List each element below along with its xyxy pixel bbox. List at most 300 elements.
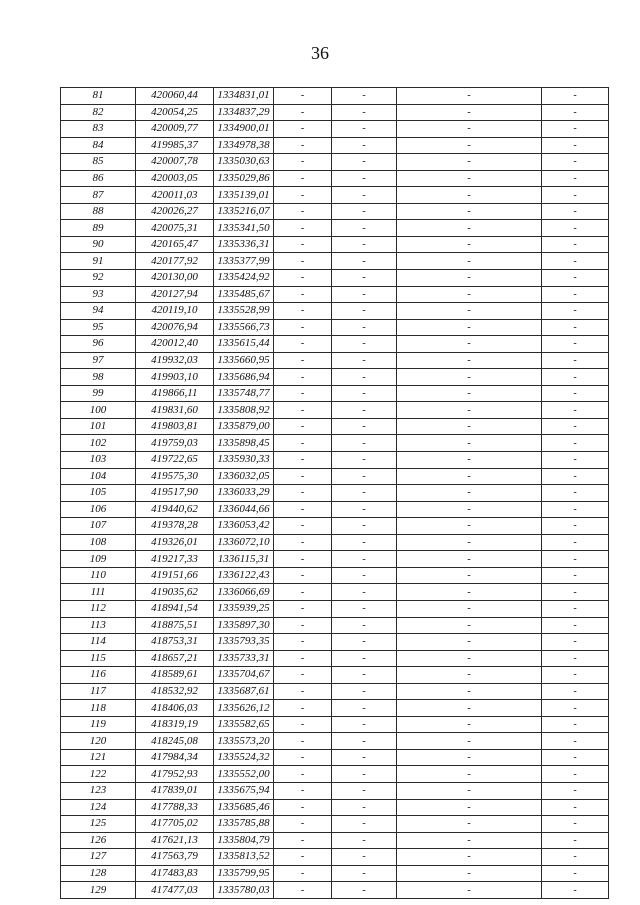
y-coordinate-cell: 1335615,44 (214, 336, 274, 353)
column-6-cell: - (397, 749, 542, 766)
point-number-cell: 104 (61, 468, 136, 485)
column-5-cell: - (332, 336, 397, 353)
column-5-cell: - (332, 402, 397, 419)
column-6-cell: - (397, 104, 542, 121)
x-coordinate-cell: 419866,11 (136, 385, 214, 402)
table-row (61, 236, 609, 253)
column-5-cell: - (332, 435, 397, 452)
column-4-cell: - (274, 650, 332, 667)
column-7-cell: - (542, 270, 609, 287)
column-5-cell: - (332, 121, 397, 138)
column-7-cell: - (542, 832, 609, 849)
y-coordinate-cell: 1335687,61 (214, 683, 274, 700)
column-6-cell: - (397, 799, 542, 816)
column-5-cell: - (332, 816, 397, 833)
column-7-cell: - (542, 236, 609, 253)
table-row (61, 220, 609, 237)
y-coordinate-cell: 1335748,77 (214, 385, 274, 402)
column-4-cell: - (274, 369, 332, 386)
column-6-cell: - (397, 468, 542, 485)
column-5-cell: - (332, 319, 397, 336)
y-coordinate-cell: 1336044,66 (214, 501, 274, 518)
column-5-cell: - (332, 154, 397, 171)
column-5-cell: - (332, 170, 397, 187)
table-row (61, 766, 609, 783)
y-coordinate-cell: 1335528,99 (214, 303, 274, 320)
y-coordinate-cell: 1335897,30 (214, 617, 274, 634)
column-5-cell: - (332, 782, 397, 799)
y-coordinate-cell: 1335804,79 (214, 832, 274, 849)
column-5-cell: - (332, 799, 397, 816)
x-coordinate-cell: 417621,13 (136, 832, 214, 849)
point-number-cell: 82 (61, 104, 136, 121)
table-row (61, 485, 609, 502)
point-number-cell: 90 (61, 236, 136, 253)
column-6-cell: - (397, 303, 542, 320)
column-5-cell: - (332, 766, 397, 783)
y-coordinate-cell: 1335216,07 (214, 203, 274, 220)
column-4-cell: - (274, 236, 332, 253)
column-6-cell: - (397, 352, 542, 369)
column-6-cell: - (397, 534, 542, 551)
column-7-cell: - (542, 220, 609, 237)
y-coordinate-cell: 1335675,94 (214, 782, 274, 799)
point-number-cell: 81 (61, 88, 136, 105)
column-6-cell: - (397, 253, 542, 270)
point-number-cell: 85 (61, 154, 136, 171)
column-6-cell: - (397, 286, 542, 303)
table-row (61, 733, 609, 750)
column-7-cell: - (542, 154, 609, 171)
x-coordinate-cell: 420165,47 (136, 236, 214, 253)
table-row (61, 468, 609, 485)
point-number-cell: 116 (61, 667, 136, 684)
table-body (61, 88, 609, 899)
column-4-cell: - (274, 551, 332, 568)
y-coordinate-cell: 1336122,43 (214, 567, 274, 584)
x-coordinate-cell: 419575,30 (136, 468, 214, 485)
table-row (61, 567, 609, 584)
column-6-cell: - (397, 584, 542, 601)
column-5-cell: - (332, 88, 397, 105)
point-number-cell: 95 (61, 319, 136, 336)
column-4-cell: - (274, 402, 332, 419)
x-coordinate-cell: 418875,51 (136, 617, 214, 634)
table-row (61, 816, 609, 833)
column-4-cell: - (274, 220, 332, 237)
page-number: 36 (311, 43, 329, 63)
column-6-cell: - (397, 766, 542, 783)
table-row (61, 352, 609, 369)
column-5-cell: - (332, 203, 397, 220)
column-5-cell: - (332, 418, 397, 435)
y-coordinate-cell: 1336032,05 (214, 468, 274, 485)
column-7-cell: - (542, 303, 609, 320)
column-4-cell: - (274, 832, 332, 849)
table-row (61, 121, 609, 138)
x-coordinate-cell: 420075,31 (136, 220, 214, 237)
column-4-cell: - (274, 286, 332, 303)
column-7-cell: - (542, 617, 609, 634)
y-coordinate-cell: 1335424,92 (214, 270, 274, 287)
y-coordinate-cell: 1335336,31 (214, 236, 274, 253)
point-number-cell: 123 (61, 782, 136, 799)
column-6-cell: - (397, 865, 542, 882)
y-coordinate-cell: 1335030,63 (214, 154, 274, 171)
y-coordinate-cell: 1335377,99 (214, 253, 274, 270)
column-6-cell: - (397, 236, 542, 253)
column-6-cell: - (397, 617, 542, 634)
column-4-cell: - (274, 518, 332, 535)
point-number-cell: 115 (61, 650, 136, 667)
column-5-cell: - (332, 385, 397, 402)
column-4-cell: - (274, 468, 332, 485)
column-7-cell: - (542, 766, 609, 783)
table-row (61, 452, 609, 469)
point-number-cell: 100 (61, 402, 136, 419)
column-7-cell: - (542, 286, 609, 303)
column-4-cell: - (274, 600, 332, 617)
column-4-cell: - (274, 187, 332, 204)
column-7-cell: - (542, 799, 609, 816)
table-row (61, 137, 609, 154)
y-coordinate-cell: 1335733,31 (214, 650, 274, 667)
y-coordinate-cell: 1335808,92 (214, 402, 274, 419)
column-7-cell: - (542, 253, 609, 270)
y-coordinate-cell: 1335552,00 (214, 766, 274, 783)
x-coordinate-cell: 417788,33 (136, 799, 214, 816)
point-number-cell: 109 (61, 551, 136, 568)
column-4-cell: - (274, 667, 332, 684)
column-4-cell: - (274, 104, 332, 121)
column-7-cell: - (542, 121, 609, 138)
x-coordinate-cell: 419932,03 (136, 352, 214, 369)
column-6-cell: - (397, 634, 542, 651)
column-5-cell: - (332, 650, 397, 667)
x-coordinate-cell: 418941,54 (136, 600, 214, 617)
y-coordinate-cell: 1335029,86 (214, 170, 274, 187)
column-7-cell: - (542, 849, 609, 866)
x-coordinate-cell: 419803,81 (136, 418, 214, 435)
column-7-cell: - (542, 452, 609, 469)
column-4-cell: - (274, 782, 332, 799)
column-4-cell: - (274, 418, 332, 435)
column-6-cell: - (397, 882, 542, 899)
y-coordinate-cell: 1335573,20 (214, 733, 274, 750)
column-4-cell: - (274, 716, 332, 733)
column-5-cell: - (332, 452, 397, 469)
column-4-cell: - (274, 634, 332, 651)
point-number-cell: 84 (61, 137, 136, 154)
column-4-cell: - (274, 270, 332, 287)
column-7-cell: - (542, 634, 609, 651)
table-row (61, 551, 609, 568)
x-coordinate-cell: 420003,05 (136, 170, 214, 187)
point-number-cell: 99 (61, 385, 136, 402)
column-5-cell: - (332, 104, 397, 121)
column-5-cell: - (332, 600, 397, 617)
column-5-cell: - (332, 369, 397, 386)
column-5-cell: - (332, 882, 397, 899)
x-coordinate-cell: 419378,28 (136, 518, 214, 535)
column-4-cell: - (274, 452, 332, 469)
x-coordinate-cell: 420012,40 (136, 336, 214, 353)
y-coordinate-cell: 1334900,01 (214, 121, 274, 138)
y-coordinate-cell: 1335785,88 (214, 816, 274, 833)
table-row (61, 270, 609, 287)
y-coordinate-cell: 1335626,12 (214, 700, 274, 717)
y-coordinate-cell: 1335939,25 (214, 600, 274, 617)
table-row (61, 849, 609, 866)
column-4-cell: - (274, 749, 332, 766)
point-number-cell: 87 (61, 187, 136, 204)
column-6-cell: - (397, 88, 542, 105)
column-5-cell: - (332, 584, 397, 601)
column-6-cell: - (397, 716, 542, 733)
column-7-cell: - (542, 203, 609, 220)
column-7-cell: - (542, 700, 609, 717)
x-coordinate-cell: 419035,62 (136, 584, 214, 601)
point-number-cell: 125 (61, 816, 136, 833)
column-4-cell: - (274, 567, 332, 584)
table-row (61, 600, 609, 617)
column-7-cell: - (542, 534, 609, 551)
column-4-cell: - (274, 733, 332, 750)
x-coordinate-cell: 419517,90 (136, 485, 214, 502)
x-coordinate-cell: 419151,66 (136, 567, 214, 584)
column-4-cell: - (274, 700, 332, 717)
x-coordinate-cell: 418753,31 (136, 634, 214, 651)
table-row (61, 418, 609, 435)
column-6-cell: - (397, 485, 542, 502)
point-number-cell: 121 (61, 749, 136, 766)
column-6-cell: - (397, 270, 542, 287)
column-6-cell: - (397, 418, 542, 435)
point-number-cell: 94 (61, 303, 136, 320)
point-number-cell: 113 (61, 617, 136, 634)
column-6-cell: - (397, 187, 542, 204)
table-row (61, 749, 609, 766)
column-4-cell: - (274, 584, 332, 601)
table-row (61, 501, 609, 518)
x-coordinate-cell: 420076,94 (136, 319, 214, 336)
x-coordinate-cell: 418589,61 (136, 667, 214, 684)
x-coordinate-cell: 418657,21 (136, 650, 214, 667)
column-7-cell: - (542, 319, 609, 336)
table-row (61, 882, 609, 899)
column-6-cell: - (397, 336, 542, 353)
y-coordinate-cell: 1335930,33 (214, 452, 274, 469)
x-coordinate-cell: 419903,10 (136, 369, 214, 386)
column-4-cell: - (274, 253, 332, 270)
column-7-cell: - (542, 352, 609, 369)
column-6-cell: - (397, 700, 542, 717)
y-coordinate-cell: 1334978,38 (214, 137, 274, 154)
x-coordinate-cell: 417563,79 (136, 849, 214, 866)
column-5-cell: - (332, 667, 397, 684)
column-7-cell: - (542, 418, 609, 435)
column-5-cell: - (332, 534, 397, 551)
point-number-cell: 119 (61, 716, 136, 733)
y-coordinate-cell: 1335813,52 (214, 849, 274, 866)
y-coordinate-cell: 1335879,00 (214, 418, 274, 435)
column-6-cell: - (397, 203, 542, 220)
table-row (61, 716, 609, 733)
column-7-cell: - (542, 369, 609, 386)
column-7-cell: - (542, 716, 609, 733)
column-7-cell: - (542, 600, 609, 617)
column-7-cell: - (542, 882, 609, 899)
y-coordinate-cell: 1335582,65 (214, 716, 274, 733)
y-coordinate-cell: 1335704,67 (214, 667, 274, 684)
point-number-cell: 129 (61, 882, 136, 899)
column-7-cell: - (542, 551, 609, 568)
point-number-cell: 105 (61, 485, 136, 502)
column-5-cell: - (332, 617, 397, 634)
column-4-cell: - (274, 799, 332, 816)
point-number-cell: 112 (61, 600, 136, 617)
x-coordinate-cell: 420127,94 (136, 286, 214, 303)
column-7-cell: - (542, 104, 609, 121)
y-coordinate-cell: 1335566,73 (214, 319, 274, 336)
y-coordinate-cell: 1336072,10 (214, 534, 274, 551)
column-5-cell: - (332, 567, 397, 584)
column-4-cell: - (274, 435, 332, 452)
column-4-cell: - (274, 170, 332, 187)
column-4-cell: - (274, 88, 332, 105)
table-row (61, 303, 609, 320)
column-4-cell: - (274, 882, 332, 899)
column-7-cell: - (542, 733, 609, 750)
column-4-cell: - (274, 203, 332, 220)
column-5-cell: - (332, 683, 397, 700)
column-5-cell: - (332, 286, 397, 303)
table-row (61, 203, 609, 220)
table-row (61, 402, 609, 419)
point-number-cell: 118 (61, 700, 136, 717)
column-6-cell: - (397, 385, 542, 402)
column-6-cell: - (397, 319, 542, 336)
column-5-cell: - (332, 236, 397, 253)
column-7-cell: - (542, 137, 609, 154)
x-coordinate-cell: 420007,78 (136, 154, 214, 171)
column-4-cell: - (274, 352, 332, 369)
x-coordinate-cell: 419759,03 (136, 435, 214, 452)
point-number-cell: 89 (61, 220, 136, 237)
column-7-cell: - (542, 683, 609, 700)
table-row (61, 683, 609, 700)
column-4-cell: - (274, 683, 332, 700)
point-number-cell: 96 (61, 336, 136, 353)
table-row (61, 319, 609, 336)
column-6-cell: - (397, 816, 542, 833)
point-number-cell: 110 (61, 567, 136, 584)
point-number-cell: 101 (61, 418, 136, 435)
point-number-cell: 107 (61, 518, 136, 535)
point-number-cell: 98 (61, 369, 136, 386)
y-coordinate-cell: 1335485,67 (214, 286, 274, 303)
column-7-cell: - (542, 336, 609, 353)
column-5-cell: - (332, 137, 397, 154)
column-4-cell: - (274, 121, 332, 138)
column-5-cell: - (332, 749, 397, 766)
column-7-cell: - (542, 468, 609, 485)
point-number-cell: 108 (61, 534, 136, 551)
table-row (61, 369, 609, 386)
x-coordinate-cell: 420130,00 (136, 270, 214, 287)
table-row (61, 700, 609, 717)
point-number-cell: 114 (61, 634, 136, 651)
table-row (61, 832, 609, 849)
column-5-cell: - (332, 551, 397, 568)
column-6-cell: - (397, 220, 542, 237)
column-5-cell: - (332, 187, 397, 204)
table-row (61, 534, 609, 551)
point-number-cell: 88 (61, 203, 136, 220)
column-6-cell: - (397, 683, 542, 700)
table-row (61, 286, 609, 303)
column-7-cell: - (542, 88, 609, 105)
column-5-cell: - (332, 253, 397, 270)
point-number-cell: 102 (61, 435, 136, 452)
column-4-cell: - (274, 617, 332, 634)
table-row (61, 154, 609, 171)
point-number-cell: 91 (61, 253, 136, 270)
table-row (61, 799, 609, 816)
column-5-cell: - (332, 716, 397, 733)
y-coordinate-cell: 1335780,03 (214, 882, 274, 899)
column-5-cell: - (332, 849, 397, 866)
column-5-cell: - (332, 865, 397, 882)
x-coordinate-cell: 419831,60 (136, 402, 214, 419)
y-coordinate-cell: 1334837,29 (214, 104, 274, 121)
y-coordinate-cell: 1335799,95 (214, 865, 274, 882)
column-4-cell: - (274, 485, 332, 502)
point-number-cell: 117 (61, 683, 136, 700)
column-7-cell: - (542, 749, 609, 766)
table-row (61, 865, 609, 882)
x-coordinate-cell: 420026,27 (136, 203, 214, 220)
table-row (61, 88, 609, 105)
column-7-cell: - (542, 485, 609, 502)
column-4-cell: - (274, 336, 332, 353)
column-6-cell: - (397, 551, 542, 568)
column-4-cell: - (274, 319, 332, 336)
x-coordinate-cell: 419722,65 (136, 452, 214, 469)
column-4-cell: - (274, 816, 332, 833)
x-coordinate-cell: 420011,03 (136, 187, 214, 204)
column-5-cell: - (332, 485, 397, 502)
column-6-cell: - (397, 650, 542, 667)
x-coordinate-cell: 420009,77 (136, 121, 214, 138)
column-7-cell: - (542, 650, 609, 667)
column-5-cell: - (332, 832, 397, 849)
column-6-cell: - (397, 567, 542, 584)
table-row (61, 336, 609, 353)
column-6-cell: - (397, 137, 542, 154)
column-4-cell: - (274, 766, 332, 783)
column-6-cell: - (397, 402, 542, 419)
x-coordinate-cell: 419326,01 (136, 534, 214, 551)
x-coordinate-cell: 420177,92 (136, 253, 214, 270)
y-coordinate-cell: 1335685,46 (214, 799, 274, 816)
column-7-cell: - (542, 435, 609, 452)
column-7-cell: - (542, 187, 609, 204)
y-coordinate-cell: 1335524,32 (214, 749, 274, 766)
column-5-cell: - (332, 468, 397, 485)
x-coordinate-cell: 418245,08 (136, 733, 214, 750)
column-7-cell: - (542, 782, 609, 799)
